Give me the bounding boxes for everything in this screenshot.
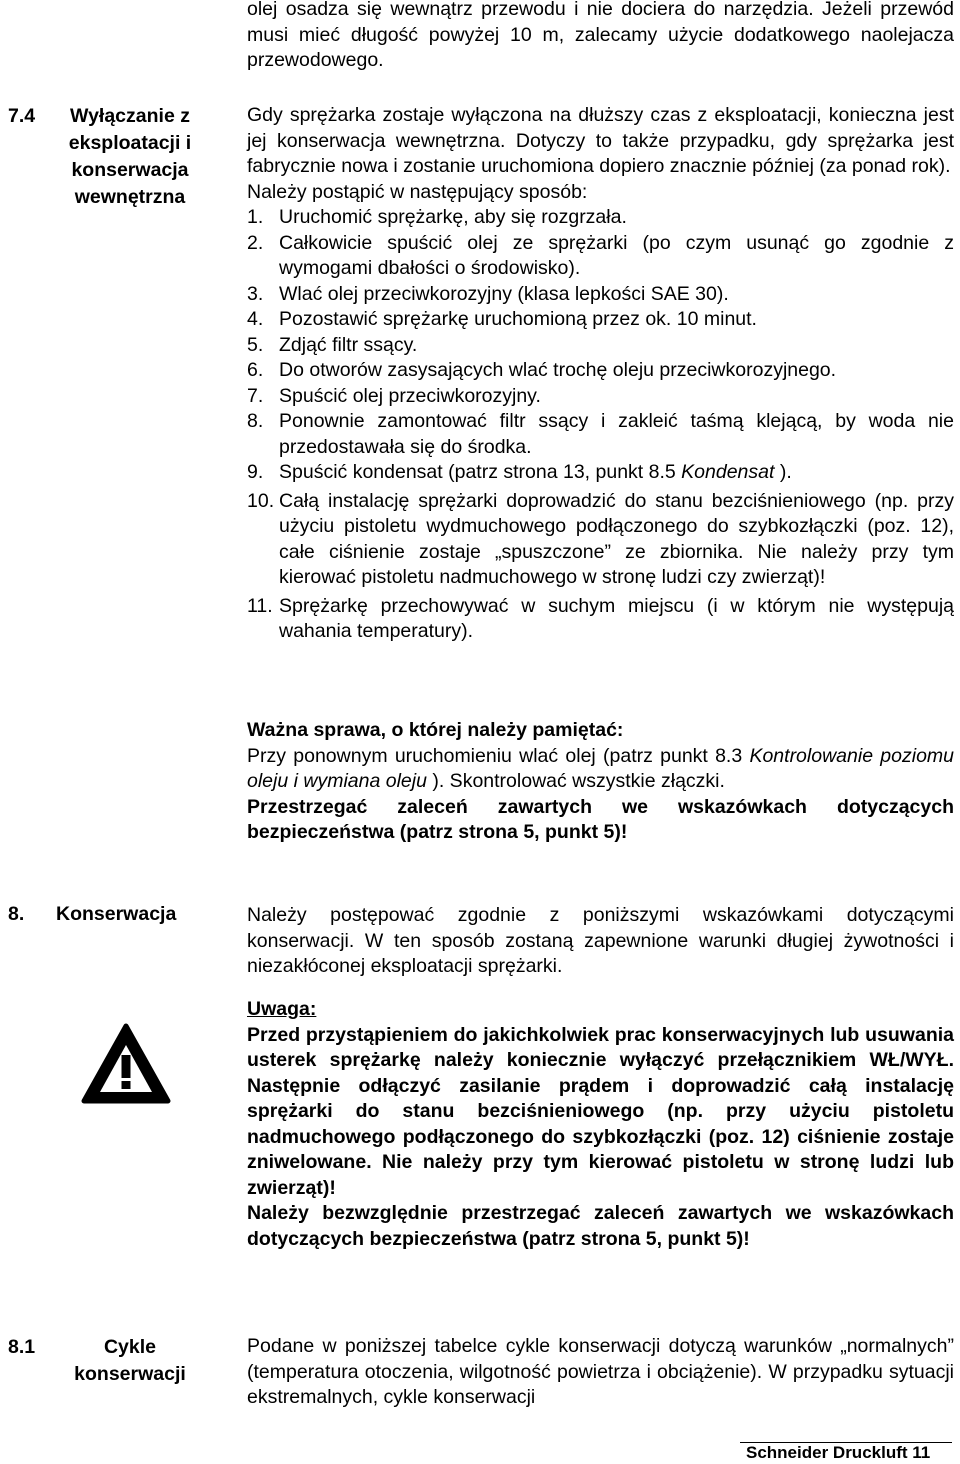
important-text-part: ). Skontrolować wszystkie złączki.: [426, 770, 725, 792]
section-8-1-number: 8.1: [8, 1336, 36, 1358]
step-text: Całkowicie spuścić olej ze sprężarki (po czym usunąć go zgodnie z wymogami dbałości o środowisko).: [279, 231, 954, 279]
list-item: [247, 594, 954, 645]
section-8-number: 8.: [8, 903, 25, 925]
important-note: [247, 718, 954, 846]
important-bold-text: Przestrzegać zaleceń zawartych we wskazówkach dotyczących bezpieczeństwa (patrz strona 5, punkt 5)!: [247, 795, 954, 843]
section-7-4-number: 7.4: [8, 105, 36, 127]
list-item: [247, 358, 954, 384]
step-number: 1.: [247, 206, 264, 228]
step-text: Pozostawić sprężarkę uruchomioną przez ok. 10 minut.: [279, 308, 757, 330]
list-item: [247, 231, 954, 282]
step-text-part: Spuścić kondensat (patrz strona 13, punkt 8.5: [279, 461, 682, 483]
section-7-4-steps: [247, 205, 954, 645]
step-number: 11.: [247, 594, 273, 617]
step-number: 4.: [247, 308, 264, 330]
list-item: [247, 205, 954, 231]
step-text: Uruchomić sprężarkę, aby się rozgrzała.: [279, 206, 627, 228]
section-8-1-title-line: Cykle: [103, 1336, 157, 1358]
important-text-part: Przy ponownym uruchomieniu wlać olej (patrz punkt 8.3: [247, 744, 750, 767]
warning-text: Przed przystąpieniem do jakichkolwiek prac konserwacyjnych lub usuwania usterek sprężarkę należy koniecznie wyłączyć przełącznikiem WŁ/WYŁ. Następnie odłączyć zasilanie prądem i doprowadzić całą instalację sprężarki do stanu bezciśnieniowego (np. przy użyciu pistoletu nadmuchowego podłączonego do szybkozłączki (poz. 12) ciśnienie zostaje zniwelowane. Nie należy przy tym kierować pistoletu w stronę ludzi lub zwierząt)!: [247, 1023, 954, 1199]
step-text-part: ).: [774, 461, 792, 483]
step-text: Sprężarkę przechowywać w suchym miejscu (i w którym nie występują wahania temperatury).: [279, 594, 954, 642]
step-text: Całą instalację sprężarki doprowadzić do stanu bezciśnieniowego (np. przy użyciu pistoletu wydmuchowego podłączonego do szybkozłączki (poz. 12), całe ciśnienie zostaje „spuszczone” ze zbiornika. Nie należy przy tym kierować pistoletu nadmuchowego w stronę ludzi czy zwierząt)!: [279, 489, 954, 588]
step-text: Ponownie zamontować filtr ssący i zakleić taśmą klejącą, by woda nie przedostawała się do środka.: [279, 410, 954, 458]
list-item: [247, 307, 954, 333]
important-heading: Ważna sprawa, o której należy pamiętać:: [247, 719, 624, 741]
section-7-4-title-line: Wyłączanie z: [70, 105, 190, 127]
list-item: [247, 282, 954, 308]
section-8-1-title-line: konserwacji: [74, 1363, 186, 1385]
step-text: Do otworów zasysających wlać trochę oleju przeciwkorozyjnego.: [279, 359, 837, 381]
step-number: 2.: [247, 231, 264, 254]
section-7-4-body: [247, 103, 954, 645]
section-7-4-title-line: konserwacja: [71, 159, 189, 181]
page-footer: Schneider Druckluft 11: [746, 1443, 931, 1462]
section-8-1-title: [50, 1334, 210, 1388]
step-number: 8.: [247, 410, 264, 432]
step-text: [279, 460, 954, 486]
top-paragraph: olej osadza się wewnątrz przewodu i nie dociera do narzędzia. Jeżeli przewód musi mieć długość powyżej 10 m, zalecamy użycie dodatkowego naolejacza przewodowego.: [247, 0, 954, 71]
important-text-italic: Kontrolowanie poziomu oleju i wymiana oleju: [247, 744, 954, 792]
list-item: [247, 384, 954, 410]
section-7-4-title-line: eksploatacji i: [68, 132, 192, 154]
step-number: 5.: [247, 333, 264, 356]
section-7-4-title-line: wewnętrzna: [74, 186, 186, 208]
list-item: [247, 460, 954, 486]
step-text: Zdjąć filtr ssący.: [279, 333, 418, 356]
warning-text-2: Należy bezwzględnie przestrzegać zaleceń zawartych we wskazówkach dotyczących bezpieczeństwa (patrz strona 5, punkt 5)!: [247, 1202, 954, 1250]
list-item: [247, 489, 954, 591]
list-item: [247, 409, 954, 460]
step-number: 10.: [247, 489, 275, 512]
important-text: [247, 744, 954, 795]
step-number: 6.: [247, 359, 264, 381]
step-number: 7.: [247, 384, 264, 407]
section-8-1-intro: Podane w poniższej tabelce cykle konserwacji dotyczą warunków „normalnych” (temperatura otoczenia, wilgotność powietrza i obciążenie). W przypadku sytuacji ekstremalnych, cykle konserwacji: [247, 1335, 954, 1408]
step-number: 3.: [247, 282, 264, 305]
step-number: 9.: [247, 461, 264, 483]
warning-triangle-icon: [80, 1022, 172, 1105]
warning-title: Uwaga:: [247, 998, 317, 1020]
section-8-title: Konserwacja: [56, 903, 177, 925]
step-text: Spuścić olej przeciwkorozyjny.: [279, 384, 541, 407]
step-text: Wlać olej przeciwkorozyjny (klasa lepkości SAE 30).: [279, 282, 729, 305]
step-text-italic: Kondensat: [681, 461, 775, 483]
section-7-4-lead: Należy postąpić w następujący sposób:: [247, 180, 588, 203]
list-item: [247, 333, 954, 359]
section-8-intro: Należy postępować zgodnie z poniższymi wskazówkami dotyczącymi konserwacji. W ten sposób zostaną zapewnione warunki długiej żywotności i niezakłóconej eksploatacji sprężarki.: [247, 904, 954, 977]
section-7-4-title: [50, 103, 210, 211]
section-7-4-intro: Gdy sprężarka zostaje wyłączona na dłuższy czas z eksploatacji, konieczna jest jej konserwacja wewnętrzna. Dotyczy to także przypadku, gdy sprężarka jest fabrycznie nowa i zostanie uruchomiona dopiero znacznie później (za ponad rok).: [247, 104, 954, 177]
warning-block: [247, 997, 954, 1252]
